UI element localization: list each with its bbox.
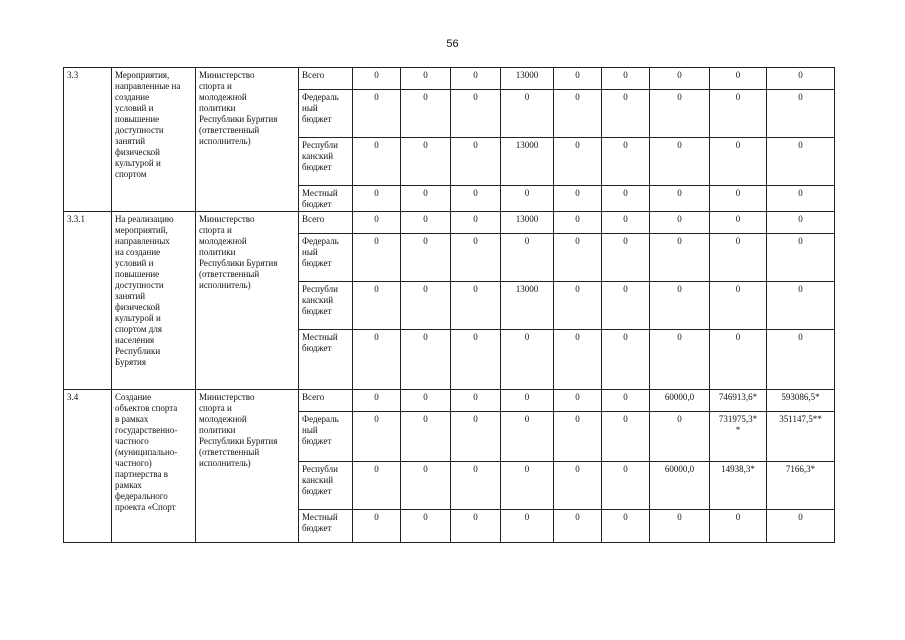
value-cell: 0 (401, 390, 451, 412)
value-cell: 0 (554, 510, 602, 543)
budget-source-cell: Местный бюджет (299, 186, 353, 212)
budget-source-cell: Федераль ный бюджет (299, 234, 353, 282)
value-cell: 0 (767, 234, 835, 282)
value-cell: 0 (401, 68, 451, 90)
value-cell: 0 (353, 234, 401, 282)
row-code-cell: 3.3.1 (64, 212, 112, 390)
value-cell: 0 (401, 462, 451, 510)
value-cell: 0 (451, 186, 501, 212)
value-cell: 0 (451, 390, 501, 412)
value-cell: 0 (353, 68, 401, 90)
value-cell: 0 (353, 390, 401, 412)
value-cell: 0 (401, 330, 451, 390)
value-cell: 0 (602, 234, 650, 282)
value-cell: 0 (401, 412, 451, 462)
value-cell: 0 (451, 510, 501, 543)
value-cell: 0 (650, 282, 710, 330)
value-cell: 0 (710, 330, 767, 390)
value-cell: 0 (451, 68, 501, 90)
row-executor-cell: Министерство спорта и молодежной политики Республики Бурятия (ответственный исполнитель) (196, 68, 299, 212)
value-cell: 0 (710, 234, 767, 282)
value-cell: 0 (501, 510, 554, 543)
value-cell: 0 (710, 68, 767, 90)
value-cell: 0 (710, 282, 767, 330)
value-cell: 0 (353, 90, 401, 138)
value-cell: 0 (353, 282, 401, 330)
value-cell: 746913,6* (710, 390, 767, 412)
value-cell: 0 (401, 234, 451, 282)
value-cell: 13000 (501, 68, 554, 90)
value-cell: 0 (554, 212, 602, 234)
value-cell: 0 (650, 68, 710, 90)
budget-source-cell: Федераль ный бюджет (299, 412, 353, 462)
row-code-cell: 3.4 (64, 390, 112, 543)
value-cell: 0 (602, 412, 650, 462)
value-cell: 0 (353, 462, 401, 510)
value-cell: 0 (451, 282, 501, 330)
value-cell: 0 (554, 412, 602, 462)
value-cell: 0 (554, 234, 602, 282)
row-executor-cell: Министерство спорта и молодежной политики Республики Бурятия (ответственный исполнитель) (196, 212, 299, 390)
value-cell: 0 (554, 68, 602, 90)
value-cell: 0 (401, 138, 451, 186)
value-cell: 0 (451, 234, 501, 282)
value-cell: 0 (710, 212, 767, 234)
value-cell: 0 (501, 234, 554, 282)
budget-source-cell: Республи канский бюджет (299, 138, 353, 186)
value-cell: 0 (451, 212, 501, 234)
value-cell: 0 (650, 90, 710, 138)
value-cell: 0 (451, 90, 501, 138)
value-cell: 0 (353, 138, 401, 186)
value-cell: 0 (554, 330, 602, 390)
value-cell: 13000 (501, 138, 554, 186)
value-cell: 0 (554, 282, 602, 330)
value-cell: 0 (401, 186, 451, 212)
value-cell: 0 (401, 90, 451, 138)
value-cell: 0 (451, 462, 501, 510)
value-cell: 0 (710, 90, 767, 138)
value-cell: 0 (602, 282, 650, 330)
row-code-cell: 3.3 (64, 68, 112, 212)
value-cell: 0 (353, 510, 401, 543)
value-cell: 0 (767, 330, 835, 390)
value-cell: 0 (401, 510, 451, 543)
budget-source-cell: Местный бюджет (299, 330, 353, 390)
value-cell: 0 (650, 234, 710, 282)
value-cell: 0 (602, 390, 650, 412)
value-cell: 0 (767, 68, 835, 90)
value-cell: 0 (353, 186, 401, 212)
value-cell: 60000,0 (650, 462, 710, 510)
value-cell: 0 (602, 330, 650, 390)
value-cell: 0 (767, 510, 835, 543)
value-cell: 0 (353, 330, 401, 390)
value-cell: 0 (353, 412, 401, 462)
value-cell: 0 (401, 282, 451, 330)
value-cell: 0 (767, 282, 835, 330)
value-cell: 0 (501, 330, 554, 390)
value-cell: 0 (710, 138, 767, 186)
value-cell: 13000 (501, 212, 554, 234)
value-cell: 0 (554, 390, 602, 412)
value-cell: 0 (501, 390, 554, 412)
budget-table (63, 67, 835, 543)
table-row (64, 68, 835, 90)
value-cell: 0 (501, 90, 554, 138)
value-cell: 593086,5* (767, 390, 835, 412)
value-cell: 0 (650, 510, 710, 543)
budget-source-cell: Всего (299, 68, 353, 90)
value-cell: 731975,3* * (710, 412, 767, 462)
value-cell: 0 (554, 90, 602, 138)
value-cell: 0 (501, 462, 554, 510)
budget-source-cell: Всего (299, 212, 353, 234)
value-cell: 0 (554, 138, 602, 186)
value-cell: 0 (401, 212, 451, 234)
budget-source-cell: Всего (299, 390, 353, 412)
value-cell: 0 (602, 90, 650, 138)
table-row (64, 212, 835, 234)
value-cell: 0 (710, 186, 767, 212)
budget-source-cell: Республи канский бюджет (299, 282, 353, 330)
value-cell: 0 (767, 186, 835, 212)
value-cell: 13000 (501, 282, 554, 330)
row-name-cell: Мероприятия, направленные на создание условий и повышение доступности занятий физической культурой и спортом (112, 68, 196, 212)
row-name-cell: Создание объектов спорта в рамках государственно- частного (муниципально- частного) партнерства в рамках федерального проекта «Спорт (112, 390, 196, 543)
value-cell: 0 (650, 138, 710, 186)
budget-source-cell: Республи канский бюджет (299, 462, 353, 510)
value-cell: 14938,3* (710, 462, 767, 510)
table-row (64, 390, 835, 412)
value-cell: 0 (650, 412, 710, 462)
budget-source-cell: Федераль ный бюджет (299, 90, 353, 138)
value-cell: 0 (353, 212, 401, 234)
value-cell: 0 (451, 412, 501, 462)
row-name-cell: На реализацию мероприятий, направленных на создание условий и повышение доступности занятий физической культурой и спортом для населения Республики Бурятия (112, 212, 196, 390)
value-cell: 0 (650, 186, 710, 212)
value-cell: 0 (767, 90, 835, 138)
page-number: 56 (446, 38, 459, 50)
value-cell: 0 (602, 510, 650, 543)
value-cell: 0 (501, 412, 554, 462)
value-cell: 7166,3* (767, 462, 835, 510)
value-cell: 0 (602, 138, 650, 186)
value-cell: 0 (554, 462, 602, 510)
value-cell: 0 (602, 462, 650, 510)
value-cell: 0 (602, 68, 650, 90)
value-cell: 0 (451, 138, 501, 186)
value-cell: 0 (650, 212, 710, 234)
value-cell: 0 (501, 186, 554, 212)
value-cell: 0 (767, 138, 835, 186)
row-executor-cell: Министерство спорта и молодежной политики Республики Бурятия (ответственный исполнитель) (196, 390, 299, 543)
value-cell: 0 (602, 186, 650, 212)
value-cell: 60000,0 (650, 390, 710, 412)
budget-source-cell: Местный бюджет (299, 510, 353, 543)
value-cell: 0 (767, 212, 835, 234)
value-cell: 0 (650, 330, 710, 390)
value-cell: 0 (554, 186, 602, 212)
value-cell: 0 (710, 510, 767, 543)
value-cell: 0 (451, 330, 501, 390)
value-cell: 351147,5** (767, 412, 835, 462)
value-cell: 0 (602, 212, 650, 234)
